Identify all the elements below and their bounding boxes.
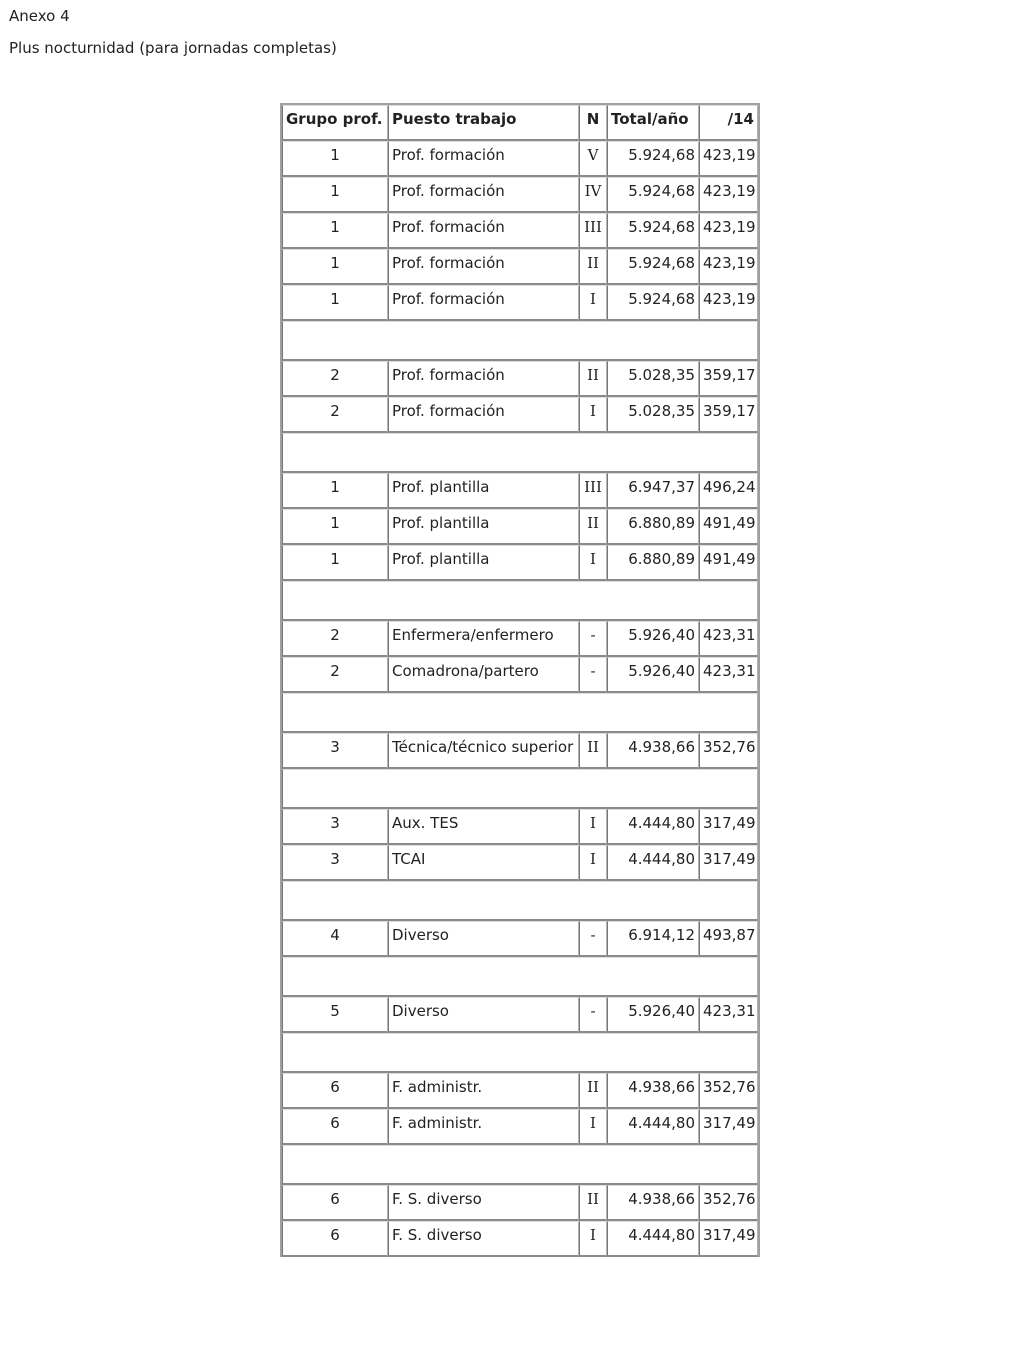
spacer-cell	[282, 693, 758, 733]
cell-total-year: 5.926,40	[607, 657, 699, 693]
cell-post: Comadrona/partero	[388, 657, 579, 693]
cell-total-year: 4.444,80	[607, 809, 699, 845]
cell-total-year: 5.926,40	[607, 621, 699, 657]
cell-group: 5	[282, 997, 388, 1033]
cell-post: Diverso	[388, 997, 579, 1033]
cell-post: Técnica/técnico superior	[388, 733, 579, 769]
spacer-cell	[282, 1145, 758, 1185]
spacer-cell	[282, 957, 758, 997]
document-subtitle: Plus nocturnidad (para jornadas completas)	[9, 39, 337, 57]
annex-label: Anexo 4	[9, 7, 70, 25]
table-spacer-row	[282, 321, 758, 361]
cell-group: 1	[282, 285, 388, 321]
cell-group: 1	[282, 213, 388, 249]
cell-total-year: 6.880,89	[607, 545, 699, 581]
cell-group: 2	[282, 361, 388, 397]
table-spacer-row	[282, 957, 758, 997]
cell-post: Prof. plantilla	[388, 473, 579, 509]
cell-group: 4	[282, 921, 388, 957]
cell-per-14: 359,17	[699, 361, 758, 397]
cell-post: Aux. TES	[388, 809, 579, 845]
cell-per-14: 493,87	[699, 921, 758, 957]
cell-level: I	[579, 285, 607, 321]
cell-level: I	[579, 845, 607, 881]
header-total-year: Total/año	[607, 105, 699, 141]
cell-per-14: 423,31	[699, 997, 758, 1033]
cell-per-14: 496,24	[699, 473, 758, 509]
cell-group: 1	[282, 473, 388, 509]
cell-post: Prof. formación	[388, 397, 579, 433]
cell-per-14: 423,19	[699, 141, 758, 177]
cell-group: 2	[282, 657, 388, 693]
cell-group: 6	[282, 1073, 388, 1109]
cell-per-14: 423,31	[699, 621, 758, 657]
table-spacer-row	[282, 1033, 758, 1073]
cell-per-14: 491,49	[699, 509, 758, 545]
cell-group: 3	[282, 733, 388, 769]
table-row	[282, 473, 758, 509]
cell-post: Prof. plantilla	[388, 545, 579, 581]
cell-level: -	[579, 921, 607, 957]
cell-post: Prof. formación	[388, 213, 579, 249]
table-row	[282, 285, 758, 321]
header-level: N	[579, 105, 607, 141]
spacer-cell	[282, 769, 758, 809]
cell-level: II	[579, 1185, 607, 1221]
table-row	[282, 809, 758, 845]
cell-post: Prof. formación	[388, 249, 579, 285]
cell-total-year: 5.926,40	[607, 997, 699, 1033]
spacer-cell	[282, 433, 758, 473]
cell-group: 1	[282, 249, 388, 285]
cell-total-year: 6.947,37	[607, 473, 699, 509]
cell-total-year: 5.028,35	[607, 397, 699, 433]
table-row	[282, 361, 758, 397]
cell-level: IV	[579, 177, 607, 213]
cell-level: II	[579, 509, 607, 545]
cell-level: III	[579, 473, 607, 509]
cell-total-year: 4.444,80	[607, 1221, 699, 1257]
cell-level: I	[579, 1109, 607, 1145]
cell-per-14: 423,31	[699, 657, 758, 693]
night-bonus-table	[280, 103, 760, 1257]
header-post: Puesto trabajo	[388, 105, 579, 141]
table-row	[282, 1185, 758, 1221]
cell-per-14: 352,76	[699, 1073, 758, 1109]
cell-group: 6	[282, 1185, 388, 1221]
spacer-cell	[282, 881, 758, 921]
cell-total-year: 5.924,68	[607, 213, 699, 249]
cell-group: 3	[282, 845, 388, 881]
cell-per-14: 423,19	[699, 177, 758, 213]
cell-group: 3	[282, 809, 388, 845]
cell-level: I	[579, 809, 607, 845]
cell-level: III	[579, 213, 607, 249]
cell-per-14: 423,19	[699, 249, 758, 285]
cell-level: -	[579, 997, 607, 1033]
table-row	[282, 845, 758, 881]
spacer-cell	[282, 581, 758, 621]
cell-total-year: 4.938,66	[607, 1073, 699, 1109]
cell-per-14: 423,19	[699, 285, 758, 321]
cell-post: Enfermera/enfermero	[388, 621, 579, 657]
spacer-cell	[282, 1033, 758, 1073]
cell-group: 2	[282, 621, 388, 657]
cell-group: 1	[282, 509, 388, 545]
table-row	[282, 249, 758, 285]
cell-post: F. S. diverso	[388, 1185, 579, 1221]
cell-level: I	[579, 545, 607, 581]
table-row	[282, 1221, 758, 1257]
cell-post: F. administr.	[388, 1073, 579, 1109]
header-group: Grupo prof.	[282, 105, 388, 141]
cell-post: F. administr.	[388, 1109, 579, 1145]
cell-level: V	[579, 141, 607, 177]
cell-group: 6	[282, 1109, 388, 1145]
cell-group: 1	[282, 177, 388, 213]
spacer-cell	[282, 321, 758, 361]
table-row	[282, 509, 758, 545]
cell-level: II	[579, 361, 607, 397]
table-row	[282, 545, 758, 581]
cell-post: Prof. formación	[388, 361, 579, 397]
cell-per-14: 352,76	[699, 1185, 758, 1221]
cell-total-year: 6.914,12	[607, 921, 699, 957]
table-row	[282, 177, 758, 213]
cell-post: Prof. formación	[388, 141, 579, 177]
table-header-row	[282, 105, 758, 141]
table-row	[282, 1073, 758, 1109]
cell-total-year: 5.028,35	[607, 361, 699, 397]
table-row	[282, 921, 758, 957]
cell-post: Prof. formación	[388, 285, 579, 321]
header-per-14: /14	[699, 105, 758, 141]
cell-total-year: 5.924,68	[607, 249, 699, 285]
table-row	[282, 397, 758, 433]
cell-post: TCAI	[388, 845, 579, 881]
table-row	[282, 997, 758, 1033]
table-body	[282, 141, 758, 1257]
cell-level: -	[579, 621, 607, 657]
cell-level: II	[579, 733, 607, 769]
table-row	[282, 1109, 758, 1145]
cell-total-year: 4.938,66	[607, 733, 699, 769]
cell-group: 2	[282, 397, 388, 433]
cell-total-year: 6.880,89	[607, 509, 699, 545]
cell-total-year: 4.938,66	[607, 1185, 699, 1221]
cell-per-14: 317,49	[699, 1109, 758, 1145]
cell-group: 1	[282, 545, 388, 581]
table-spacer-row	[282, 769, 758, 809]
table-spacer-row	[282, 433, 758, 473]
cell-level: II	[579, 249, 607, 285]
cell-per-14: 352,76	[699, 733, 758, 769]
cell-post: Prof. formación	[388, 177, 579, 213]
cell-level: I	[579, 397, 607, 433]
table-spacer-row	[282, 581, 758, 621]
table-row	[282, 657, 758, 693]
table-row	[282, 733, 758, 769]
cell-post: F. S. diverso	[388, 1221, 579, 1257]
cell-group: 1	[282, 141, 388, 177]
table-spacer-row	[282, 1145, 758, 1185]
table-row	[282, 213, 758, 249]
cell-level: II	[579, 1073, 607, 1109]
cell-per-14: 423,19	[699, 213, 758, 249]
cell-per-14: 359,17	[699, 397, 758, 433]
cell-total-year: 4.444,80	[607, 1109, 699, 1145]
night-bonus-table-container	[280, 103, 760, 1331]
cell-level: -	[579, 657, 607, 693]
cell-per-14: 317,49	[699, 809, 758, 845]
cell-level: I	[579, 1221, 607, 1257]
cell-total-year: 4.444,80	[607, 845, 699, 881]
table-spacer-row	[282, 881, 758, 921]
cell-per-14: 317,49	[699, 1221, 758, 1257]
cell-per-14: 317,49	[699, 845, 758, 881]
cell-total-year: 5.924,68	[607, 141, 699, 177]
cell-post: Prof. plantilla	[388, 509, 579, 545]
cell-total-year: 5.924,68	[607, 177, 699, 213]
cell-group: 6	[282, 1221, 388, 1257]
cell-total-year: 5.924,68	[607, 285, 699, 321]
table-row	[282, 141, 758, 177]
cell-post: Diverso	[388, 921, 579, 957]
table-spacer-row	[282, 693, 758, 733]
cell-per-14: 491,49	[699, 545, 758, 581]
table-row	[282, 621, 758, 657]
